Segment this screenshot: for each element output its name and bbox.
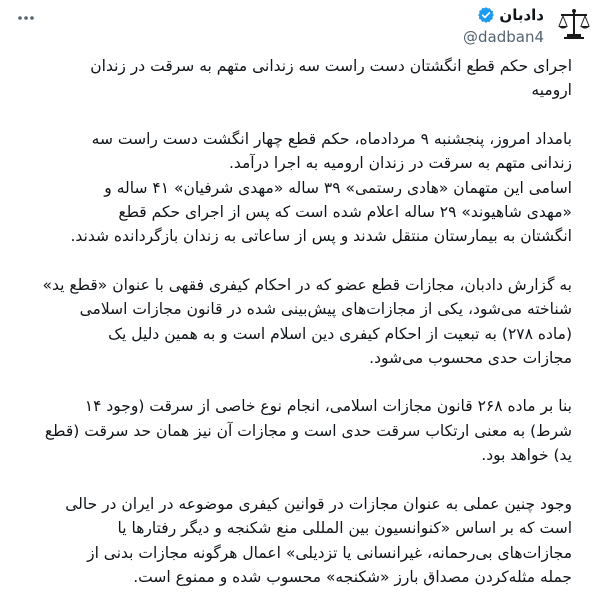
display-name[interactable]: دادبان	[499, 6, 544, 24]
display-name-row	[463, 4, 544, 26]
tweet-paragraph	[28, 492, 572, 590]
text-line: شناخته می‌شود، یکی از مجازات‌های پیش‌بینی شده در قانون مجازات اسلامی	[79, 300, 572, 319]
text-line: وجود چنین عملی به عنوان مجازات در قوانین کیفری موضوعه در ایران در حالی	[65, 494, 572, 513]
text-line: ید) خواهد بود.	[481, 446, 572, 465]
tweet-header	[14, 2, 594, 48]
scales-of-justice-logo	[554, 4, 594, 44]
text-line: جمله مثله‌کردن مصداق بارز «شکنجه» محسوب شده و ممنوع است.	[133, 567, 572, 586]
text-line: مجازات‌های بی‌رحمانه، غیرانسانی یا تزدیلی» اعمال هرگونه مجازات بدنی از	[87, 543, 572, 562]
text-line: زندانی متهم به سرقت در زندان ارومیه به اجرا درآمد.	[228, 154, 572, 173]
tweet-paragraph	[28, 273, 572, 371]
text-line: مجازات حدی محسوب می‌شود.	[369, 349, 572, 368]
tweet-paragraph	[28, 394, 572, 467]
tweet-paragraph	[28, 54, 572, 103]
tweet-text	[28, 54, 572, 613]
text-line: شرط) به معنی ارتکاب سرقت حدی است و مجازات آن نیز همان حد سرقت (قطع	[44, 421, 572, 440]
account-names	[463, 4, 544, 46]
verified-badge-icon	[477, 6, 495, 24]
text-line: انگشتان به بیمارستان منتقل شدند و پس از ساعاتی به زندان بازگردانده شدند.	[70, 227, 572, 246]
text-line: (ماده ۲۷۸) به تبعیت از احکام کیفری دین اسلام است و به همین دلیل یک	[108, 324, 572, 343]
text-line: اسامی این متهمان «هادی رستمی» ۳۹ ساله «مهدی شرفیان» ۴۱ ساله و	[104, 178, 572, 197]
text-line: اجرای حکم قطع انگشتان دست راست سه زندانی متهم به سرقت در زندان	[90, 57, 572, 75]
text-line: به گزارش دادبان، مجازات قطع عضو که در احکام کیفری فقهی با عنوان «قطع ید»	[42, 275, 572, 294]
tweet-paragraph	[28, 127, 572, 249]
text-line: بنا بر ماده ۲۶۸ قانون مجازات اسلامی، انجام نوع خاصی از سرقت (وجود ۱۴	[84, 397, 572, 416]
text-line: ارومیه	[531, 81, 572, 100]
text-line: بامداد امروز، پنجشنبه ۹ مردادماه، حکم قطع چهار انگشت دست راست سه	[91, 129, 572, 148]
avatar[interactable]	[554, 4, 594, 44]
text-line: است که بر اساس «کنوانسیون بین المللی منع شکنجه و دیگر رفتارها یا	[117, 519, 572, 538]
more-options-icon[interactable]	[14, 8, 38, 28]
account-handle[interactable]: @dadban4	[463, 28, 544, 46]
text-line: «مهدی شاهیوند» ۲۹ ساله اعلام شده است که پس از اجرای حکم قطع	[118, 203, 572, 222]
